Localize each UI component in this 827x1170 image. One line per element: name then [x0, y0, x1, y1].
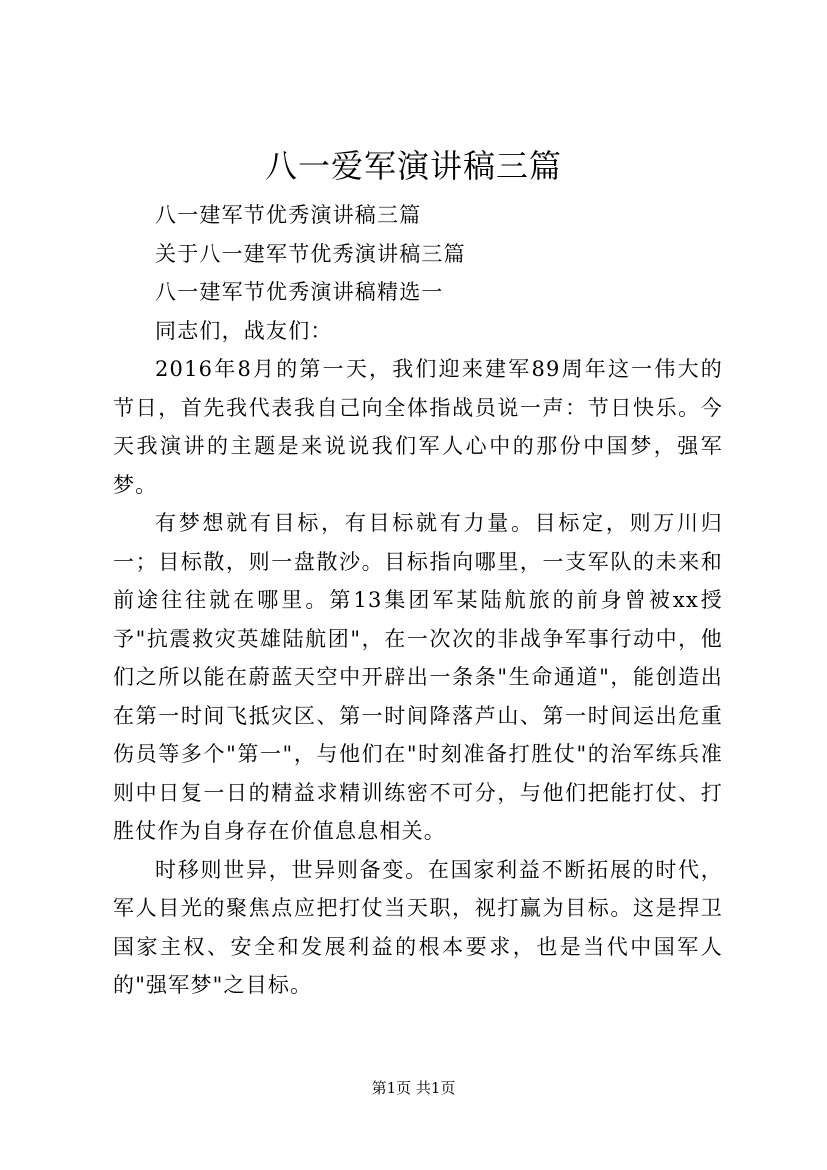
- page-footer: 第1页 共1页: [371, 1079, 456, 1097]
- paragraph: 2016年8月的第一天，我们迎来建军89周年这一伟大的节日，首先我代表我自己向全体指战员说一声：节日快乐。今天我演讲的主题是来说说我们军人心中的那份中国梦，强军梦。: [113, 357, 723, 497]
- paragraph: 时移则世异，世异则备变。在国家利益不断拓展的时代，军人目光的聚焦点应把打仗当天职，视打赢为目标。这是捍卫国家主权、安全和发展利益的根本要求，也是当代中国军人的"强军梦"之目标。: [113, 857, 723, 997]
- paragraph: 八一建军节优秀演讲稿三篇: [155, 203, 422, 227]
- paragraph: 八一建军节优秀演讲稿精选一: [155, 280, 444, 304]
- document-body: [113, 196, 723, 1005]
- paragraph: 有梦想就有目标，有目标就有力量。目标定，则万川归一；目标散，则一盘散沙。目标指向哪里，一支军队的未来和前途往往就在哪里。第13集团军某陆航旅的前身曾被xx授予"抗震救灾英雄陆航团"，在一次次的非战争军事行动中，他们之所以能在蔚蓝天空中开辟出一条条"生命通道"，能创造出在第一时间飞抵灾区、第一时间降落芦山、第一时间运出危重伤员等多个"第一"，与他们在"时刻准备打胜仗"的治军练兵准则中日复一日的精益求精训练密不可分，与他们把能打仗、打胜仗作为自身存在价值息息相关。: [113, 511, 723, 843]
- document-title: 八一爱军演讲稿三篇: [264, 147, 562, 185]
- paragraph: 关于八一建军节优秀演讲稿三篇: [155, 241, 466, 266]
- paragraph: 同志们，战友们：: [155, 318, 333, 343]
